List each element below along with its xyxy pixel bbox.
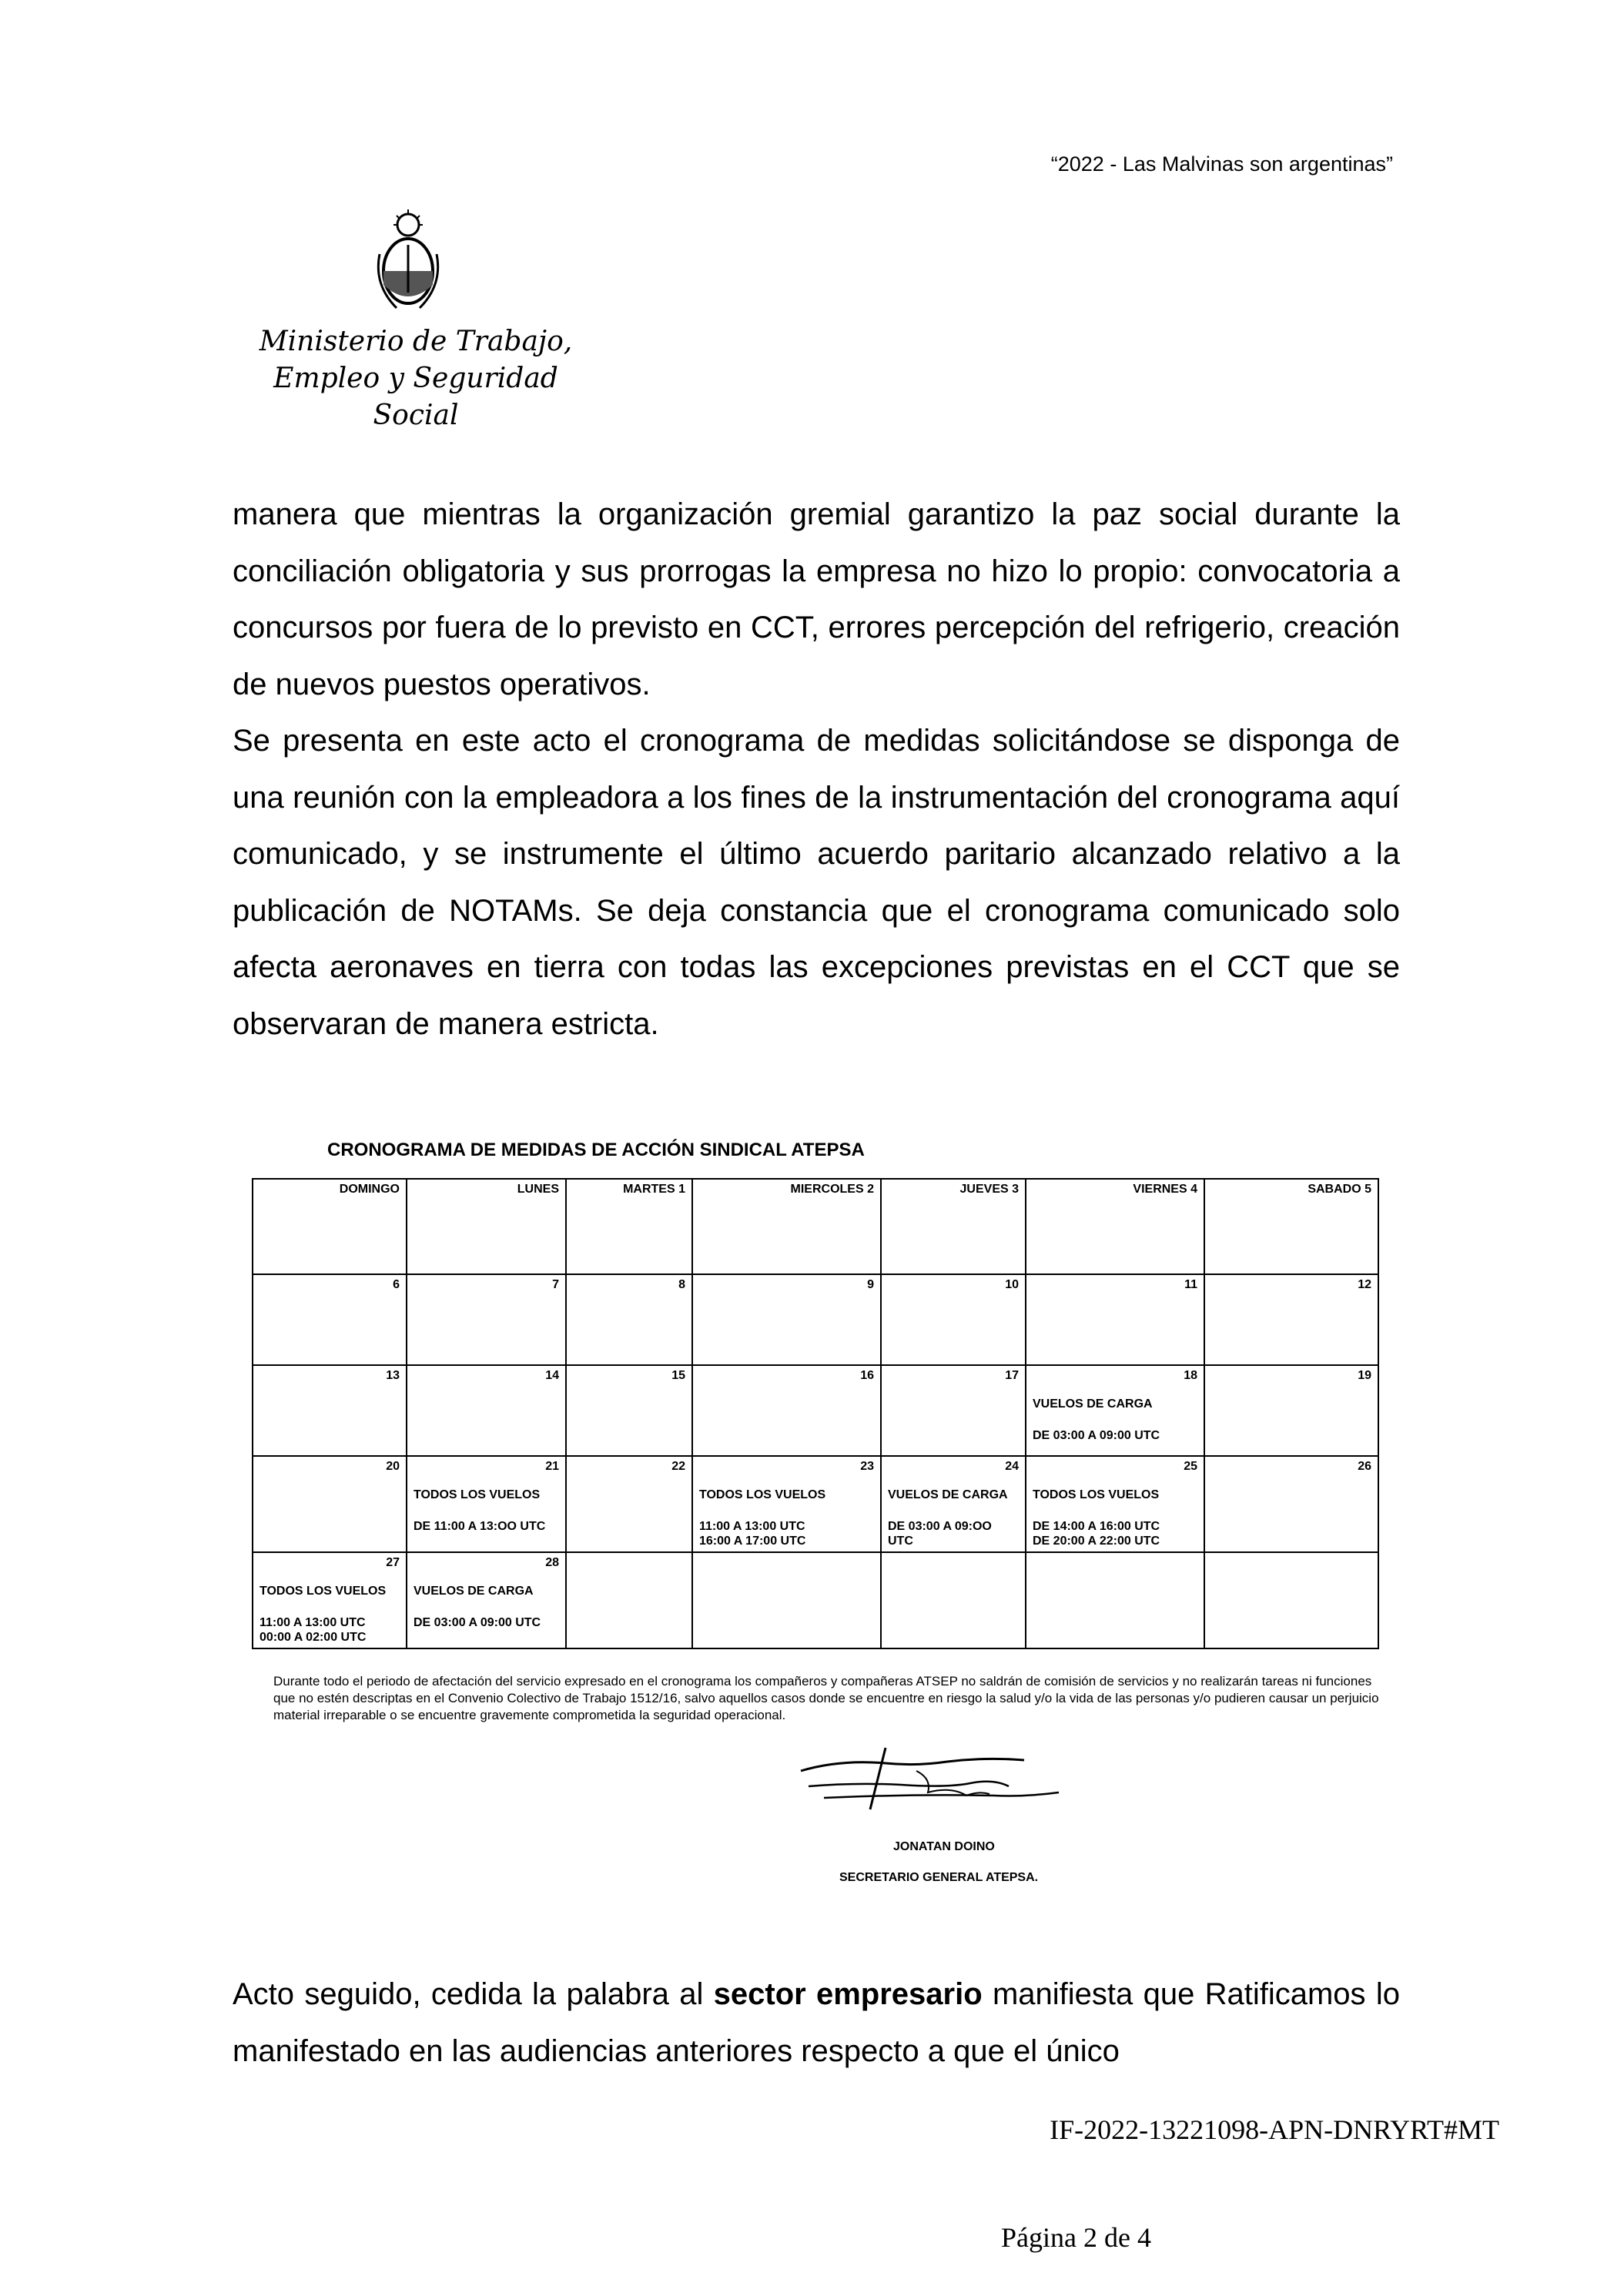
- paragraph-3: [233, 1966, 1400, 2080]
- national-coat-of-arms-icon: [373, 208, 443, 316]
- header-sabado: SABADO 5: [1204, 1179, 1378, 1274]
- document-id: IF-2022-13221098-APN-DNRYRT#MT: [1050, 2114, 1499, 2145]
- event-label: TODOS LOS VUELOS: [699, 1488, 826, 1501]
- handwritten-signature: [793, 1740, 1070, 1832]
- calendar-day: [692, 1274, 881, 1365]
- day-number: 12: [1358, 1278, 1371, 1291]
- page-number: Página 2 de 4: [1001, 2222, 1151, 2253]
- calendar-day: [407, 1365, 566, 1456]
- event-time: 16:00 A 17:00 UTC: [699, 1535, 806, 1548]
- calendar-week-row: [253, 1552, 1378, 1648]
- calendar-day: [881, 1456, 1026, 1552]
- day-number: 20: [386, 1460, 400, 1473]
- calendar-day: [253, 1552, 407, 1648]
- header-miercoles: MIERCOLES 2: [692, 1179, 881, 1274]
- calendar-day: [692, 1365, 881, 1456]
- calendar-day: [566, 1456, 692, 1552]
- event-time: DE 20:00 A 22:00 UTC: [1033, 1535, 1160, 1548]
- day-number: 13: [386, 1369, 400, 1382]
- event-label: TODOS LOS VUELOS: [1033, 1488, 1160, 1501]
- calendar-day: [566, 1274, 692, 1365]
- day-number: 11: [1184, 1278, 1197, 1291]
- paragraph-3-emphasis: sector empresario: [713, 1977, 983, 2011]
- event-time: 11:00 A 13:00 UTC: [260, 1616, 366, 1629]
- calendar-day: [407, 1552, 566, 1648]
- schedule-calendar: [252, 1178, 1379, 1649]
- calendar-day: [1026, 1274, 1204, 1365]
- ministry-name: [239, 323, 593, 434]
- event-time: DE 03:00 A 09:OO: [888, 1520, 992, 1533]
- event-time: DE 14:00 A 16:00 UTC: [1033, 1520, 1160, 1533]
- event-label: TODOS LOS VUELOS: [414, 1488, 541, 1501]
- event-time: UTC: [888, 1535, 913, 1548]
- day-number: 28: [545, 1556, 559, 1569]
- day-number: 9: [867, 1278, 874, 1291]
- day-number: 26: [1358, 1460, 1371, 1473]
- calendar-header-row: [253, 1179, 1378, 1274]
- calendar-week-row: [253, 1456, 1378, 1552]
- calendar-day: [881, 1274, 1026, 1365]
- calendar-day: [1204, 1552, 1378, 1648]
- ministry-name-line1: Ministerio de Trabajo,: [259, 326, 573, 357]
- header-jueves: JUEVES 3: [881, 1179, 1026, 1274]
- paragraph-1: manera que mientras la organización gremial garantizo la paz social durante la conciliación obligatoria y sus prorrogas la empresa no hizo lo propio: convocatoria a concursos por fuera de lo previsto en CCT, errores percepción del refrigerio, creación de nuevos puestos operativos.: [233, 497, 1400, 701]
- day-number: 17: [1005, 1369, 1019, 1382]
- header-motto: “2022 - Las Malvinas son argentinas”: [1050, 152, 1393, 176]
- calendar-day: [253, 1274, 407, 1365]
- header-martes: MARTES 1: [566, 1179, 692, 1274]
- day-number: 10: [1005, 1278, 1019, 1291]
- day-number: 6: [393, 1278, 400, 1291]
- calendar-day: [1026, 1552, 1204, 1648]
- day-number: 23: [860, 1460, 874, 1473]
- event-time: DE 11:00 A 13:OO UTC: [414, 1520, 546, 1533]
- calendar-day: [1204, 1274, 1378, 1365]
- calendar-week-row: [253, 1365, 1378, 1456]
- calendar-day: [407, 1274, 566, 1365]
- calendar-day: [253, 1456, 407, 1552]
- event-label: VUELOS DE CARGA: [1033, 1397, 1153, 1411]
- day-number: 27: [386, 1556, 400, 1569]
- event-time: DE 03:00 A 09:00 UTC: [1033, 1429, 1160, 1442]
- body-section-top: [233, 487, 1400, 1053]
- event-label: VUELOS DE CARGA: [414, 1585, 534, 1598]
- calendar-day: [881, 1552, 1026, 1648]
- day-number: 15: [671, 1369, 685, 1382]
- calendar-day: [566, 1552, 692, 1648]
- schedule-footnote: Durante todo el periodo de afectación del servicio expresado en el cronograma los compañeros y compañeras ATSEP no saldrán de comisión de servicios y no realizarán tareas ni funciones que no estén descriptas en el Convenio Colectivo de Trabajo 1512/16, salvo aquellos casos donde se encuentre en riesgo la salud y/o la vida de las personas y/o pudieren causar un perjuicio material irreparable o se encuentre gravemente comprometida la seguridad operacional.: [273, 1674, 1379, 1722]
- calendar-day: [1204, 1365, 1378, 1456]
- calendar-day: [566, 1365, 692, 1456]
- day-number: 18: [1184, 1369, 1197, 1382]
- day-number: 8: [678, 1278, 685, 1291]
- calendar-day: [407, 1456, 566, 1552]
- event-label: VUELOS DE CARGA: [888, 1488, 1008, 1501]
- day-number: 25: [1184, 1460, 1197, 1473]
- calendar-day: [253, 1365, 407, 1456]
- calendar-day: [1026, 1456, 1204, 1552]
- paragraph-2: Se presenta en este acto el cronograma de medidas solicitándose se disponga de una reunión con la empleadora a los fines de la instrumentación del cronograma aquí comunicado, y se instrumente el último acuerdo paritario alcanzado relativo a la publicación de NOTAMs. Se deja constancia que el cronograma comunicado solo afecta aeronaves en tierra con todas las excepciones previstas en el CCT que se observaran de manera estricta.: [233, 724, 1400, 1041]
- schedule-title: CRONOGRAMA DE MEDIDAS DE ACCIÓN SINDICAL ATEPSA: [327, 1140, 865, 1160]
- day-number: 24: [1005, 1460, 1019, 1473]
- calendar-day: [692, 1456, 881, 1552]
- day-number: 16: [860, 1369, 874, 1382]
- event-label: TODOS LOS VUELOS: [260, 1585, 387, 1598]
- header-viernes: VIERNES 4: [1026, 1179, 1204, 1274]
- event-time: 00:00 A 02:00 UTC: [260, 1631, 367, 1644]
- calendar-week-row: [253, 1274, 1378, 1365]
- calendar-day: [881, 1365, 1026, 1456]
- paragraph-3-start: Acto seguido, cedida la palabra al: [233, 1977, 714, 2011]
- day-number: 7: [552, 1278, 559, 1291]
- day-number: 14: [545, 1369, 559, 1382]
- day-number: 19: [1358, 1369, 1371, 1382]
- calendar-day: [692, 1552, 881, 1648]
- event-time: 11:00 A 13:00 UTC: [699, 1520, 805, 1533]
- signer-name: JONATAN DOINO: [893, 1840, 995, 1853]
- paragraph-3-end: manifiesta que Ratificamos lo manifestado en las audiencias anteriores respecto a que el único: [233, 1977, 1400, 2068]
- calendar-day: [1204, 1456, 1378, 1552]
- day-number: 21: [545, 1460, 559, 1473]
- event-time: DE 03:00 A 09:00 UTC: [414, 1616, 541, 1629]
- header-domingo: DOMINGO: [253, 1179, 407, 1274]
- header-lunes: LUNES: [407, 1179, 566, 1274]
- signer-title: SECRETARIO GENERAL ATEPSA.: [839, 1871, 1039, 1884]
- calendar-day: [1026, 1365, 1204, 1456]
- body-section-bottom: [233, 1966, 1400, 2080]
- ministry-name-line2: Empleo y Seguridad Social: [273, 363, 558, 431]
- day-number: 22: [671, 1460, 685, 1473]
